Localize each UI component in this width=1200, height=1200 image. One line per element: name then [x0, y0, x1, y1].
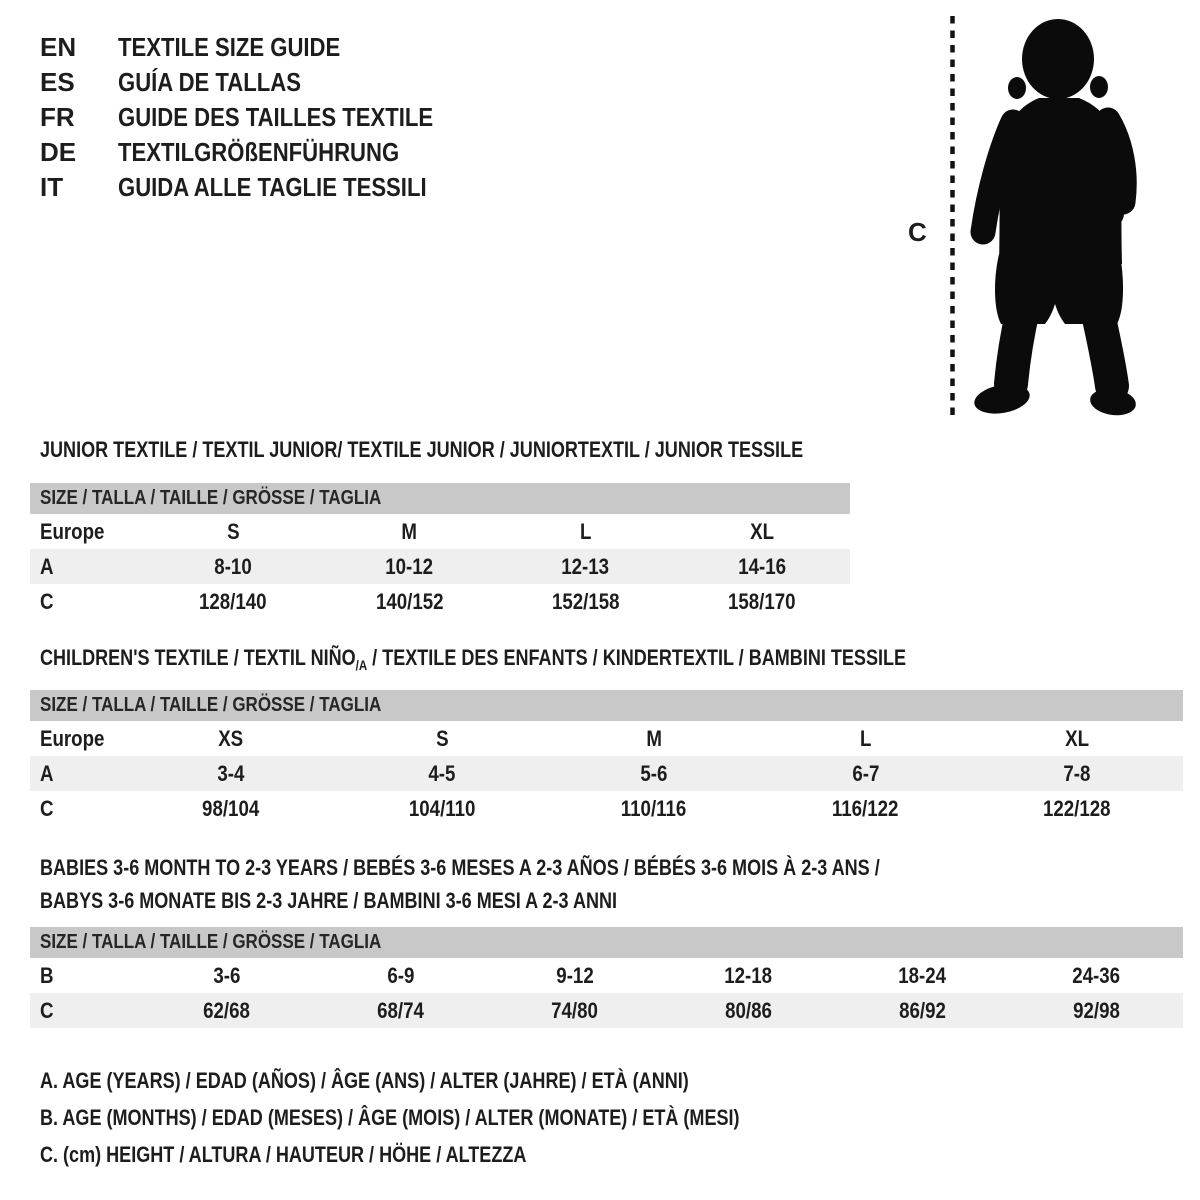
age-value: 14-16 [737, 553, 786, 579]
height-value: 110/116 [621, 795, 687, 821]
children-size-bar: SIZE / TALLA / TAILLE / GRÖSSE / TAGLIA [30, 690, 1183, 721]
guide-title-de: TEXTILGRÖßENFÜHRUNG [118, 137, 400, 167]
language-title-list [40, 30, 489, 205]
children-size-table [30, 690, 1183, 826]
height-value: 68/74 [377, 997, 425, 1023]
height-measure-dashed-line [948, 16, 957, 419]
junior-row-height [30, 584, 850, 619]
junior-size-table [30, 483, 850, 619]
age-value: 7-8 [1063, 760, 1091, 786]
row-label: A [40, 760, 54, 786]
guide-title-fr: GUIDE DES TAILLES TEXTILE [118, 102, 434, 132]
junior-size-bar: SIZE / TALLA / TAILLE / GRÖSSE / TAGLIA [30, 483, 850, 514]
legend-line-height-cm: C. (cm) HEIGHT / ALTURA / HAUTEUR / HÖHE / ALTEZZA [40, 1141, 527, 1167]
language-row-es [40, 65, 489, 100]
legend-line-age-months: B. AGE (MONTHS) / EDAD (MESES) / ÂGE (MOIS) / ALTER (MONATE) / ETÀ (MESI) [40, 1104, 740, 1130]
height-value: 158/170 [728, 588, 796, 614]
measure-legend [40, 1062, 893, 1173]
height-value: 104/110 [409, 795, 476, 821]
row-label: C [40, 997, 54, 1023]
row-label: Europe [40, 725, 105, 751]
row-label: B [40, 962, 54, 988]
size-value: M [646, 725, 662, 751]
babies-section-heading: BABIES 3-6 MONTH TO 2-3 YEARS / BEBÉS 3-6 MESES A 2-3 AÑOS / BÉBÉS 3-6 MOIS À 2-3 ANS / BABYS 3-6 MONATE BIS 2-3 JAHRE / BAMBINI 3-6 MESI A 2-3 ANNI [40, 855, 880, 913]
guide-title-it: GUIDA ALLE TAGLIE TESSILI [118, 172, 427, 202]
size-value: S [226, 518, 240, 544]
height-value: 80/86 [724, 997, 772, 1023]
babies-size-bar: SIZE / TALLA / TAILLE / GRÖSSE / TAGLIA [30, 927, 1183, 958]
size-value: M [401, 518, 418, 544]
size-value: XS [218, 725, 244, 751]
size-value: S [436, 725, 449, 751]
months-value: 12-18 [724, 962, 773, 988]
junior-section-heading: JUNIOR TEXTILE / TEXTIL JUNIOR/ TEXTILE JUNIOR / JUNIORTEXTIL / JUNIOR TESSILE [40, 437, 804, 462]
age-value: 3-4 [217, 760, 245, 786]
months-value: 24-36 [1072, 962, 1120, 988]
legend-line-age-years: A. AGE (YEARS) / EDAD (AÑOS) / ÂGE (ANS) / ALTER (JAHRE) / ETÀ (ANNI) [40, 1067, 689, 1093]
guide-title-en: TEXTILE SIZE GUIDE [118, 32, 341, 62]
children-row-height [30, 791, 1183, 826]
children-row-age [30, 756, 1183, 791]
language-row-en [40, 30, 489, 65]
language-code: FR [40, 102, 75, 132]
height-value: 128/140 [199, 588, 267, 614]
baby-silhouette-icon [965, 14, 1140, 419]
children-section-heading: CHILDREN'S TEXTILE / TEXTIL $NIÑO_{/A}$ / TEXTILE DES ENFANTS / KINDERTEXTIL / BAMBINI TESSILE [40, 645, 907, 673]
height-value: 86/92 [898, 997, 946, 1023]
row-label: Europe [40, 518, 105, 544]
language-code: IT [40, 172, 64, 202]
size-value: XL [749, 518, 774, 544]
babies-size-table [30, 927, 1183, 1028]
height-value: 152/158 [551, 588, 620, 614]
row-label: A [40, 553, 54, 579]
height-value: 62/68 [203, 997, 251, 1023]
language-code: ES [40, 67, 75, 97]
babies-row-months [30, 958, 1183, 993]
height-value: 74/80 [551, 997, 598, 1023]
junior-row-europe [30, 514, 850, 549]
row-label: C [40, 588, 54, 614]
months-value: 9-12 [555, 962, 594, 988]
row-label: C [40, 795, 54, 821]
age-value: 8-10 [214, 553, 252, 579]
size-value: L [579, 518, 592, 544]
age-value: 12-13 [561, 553, 610, 579]
months-value: 3-6 [213, 962, 241, 988]
measure-letter-c: C [908, 217, 927, 247]
language-row-de [40, 135, 489, 170]
children-row-europe [30, 721, 1183, 756]
language-code: DE [40, 137, 77, 167]
language-row-it [40, 170, 489, 205]
language-code: EN [40, 32, 77, 62]
size-value: L [859, 725, 872, 751]
height-value: 98/104 [202, 795, 260, 821]
height-value: 116/122 [832, 795, 899, 821]
age-value: 10-12 [385, 553, 434, 579]
height-value: 122/128 [1043, 795, 1111, 821]
height-value: 140/152 [375, 588, 444, 614]
guide-title-es: GUÍA DE TALLAS [118, 67, 301, 97]
months-value: 18-24 [898, 962, 947, 988]
junior-row-age [30, 549, 850, 584]
age-value: 4-5 [428, 760, 456, 786]
months-value: 6-9 [387, 962, 415, 988]
language-row-fr [40, 100, 489, 135]
age-value: 6-7 [852, 760, 880, 786]
age-value: 5-6 [640, 760, 668, 786]
height-value: 92/98 [1072, 997, 1120, 1023]
babies-row-height [30, 993, 1183, 1028]
size-value: XL [1065, 725, 1090, 751]
nino-a-subscript: /A [355, 657, 368, 673]
